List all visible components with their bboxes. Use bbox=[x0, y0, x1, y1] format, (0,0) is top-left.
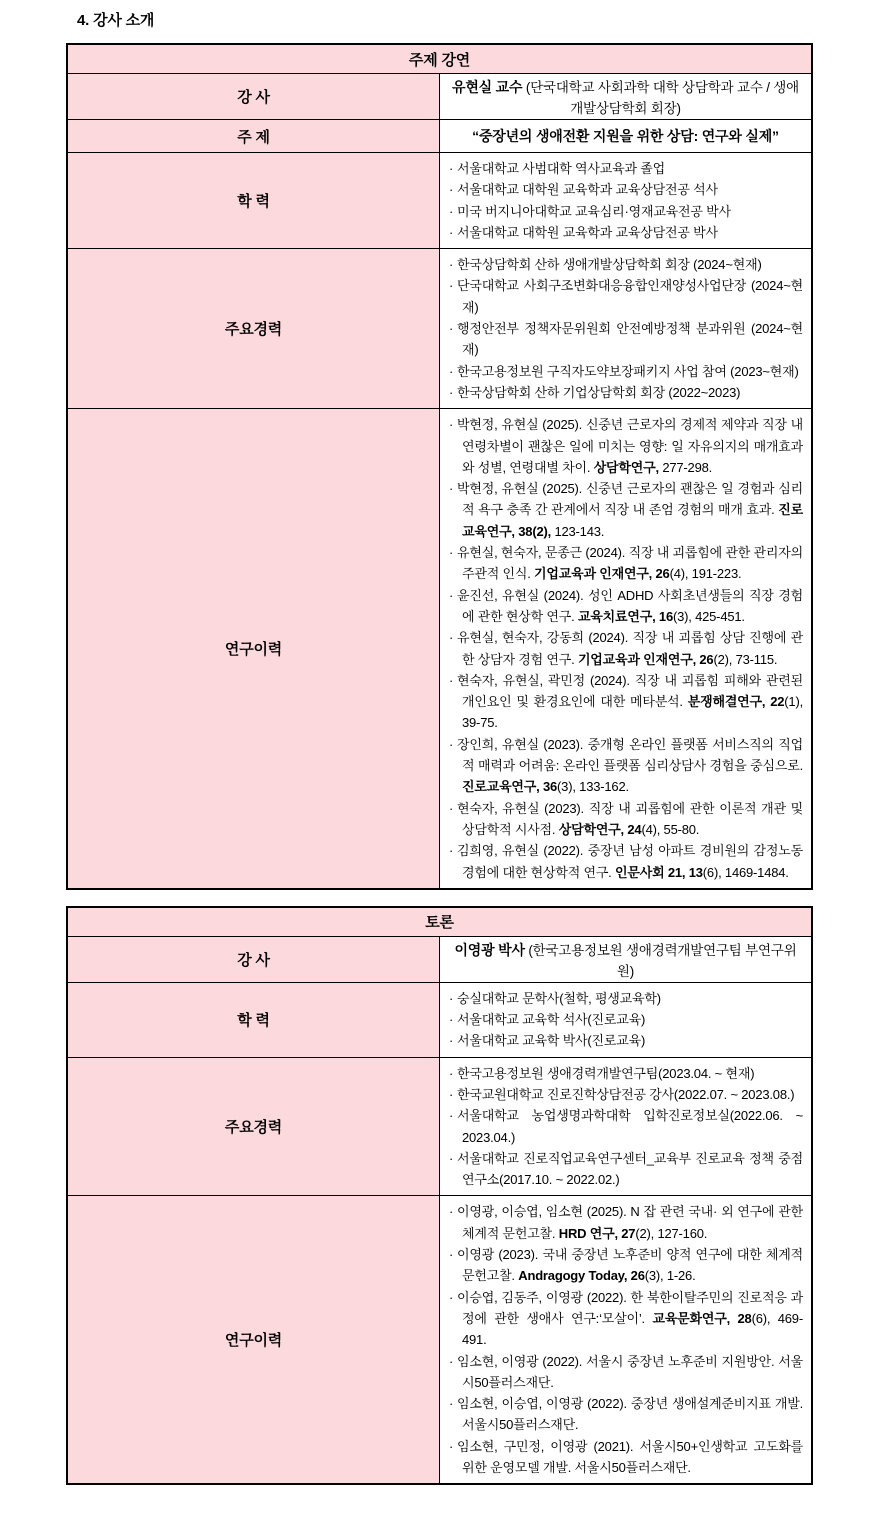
row-content bbox=[440, 153, 813, 249]
row-content bbox=[440, 936, 813, 982]
emphasized-text: 이영광 박사 bbox=[454, 941, 525, 958]
list-item bbox=[449, 158, 803, 179]
emphasized-text: 기업교육과 인재연구, 26 bbox=[534, 566, 670, 582]
row-label: 주요경력 bbox=[67, 249, 440, 409]
row-label: 강 사 bbox=[67, 74, 440, 120]
list-item bbox=[449, 1201, 803, 1244]
bullet-marker: · bbox=[449, 1033, 454, 1049]
list-item bbox=[449, 627, 803, 670]
bullet-marker: · bbox=[449, 1438, 454, 1454]
list-item bbox=[449, 254, 803, 275]
emphasized-text: 기업교육과 인재연구, 26 bbox=[577, 651, 714, 667]
bullet-marker: · bbox=[449, 1065, 454, 1081]
emphasized-text: 상담학연구, bbox=[593, 459, 659, 475]
table-row bbox=[67, 1057, 812, 1196]
list-item bbox=[449, 1287, 803, 1351]
body-text: (6), 469-491. bbox=[462, 1310, 803, 1348]
list-item bbox=[449, 1105, 803, 1148]
body-text: 이승엽, 김동주, 이영광 (2022). 한 북한이탈주민의 진로적응 과정에 관한 생애사 연구:‘모살이’. bbox=[457, 1289, 803, 1326]
list-item bbox=[449, 1063, 803, 1084]
body-text: 유현실, 현숙자, 문종근 (2024). 직장 내 괴롭힘에 관한 관리자의 주관적 인식. bbox=[457, 545, 803, 582]
bullet-marker: · bbox=[449, 630, 454, 646]
list-item bbox=[449, 275, 803, 318]
body-text: 서울대학교 교육학 석사(진로교육) bbox=[457, 1012, 646, 1028]
body-text: 한국상담학회 산하 기업상담학회 회장 (2022~2023) bbox=[457, 384, 741, 400]
list-item bbox=[449, 1030, 803, 1051]
body-text: 숭실대학교 문학사(철학, 평생교육학) bbox=[457, 990, 661, 1006]
body-text: 서울대학교 진로직업교육연구센터_교육부 진로교육 정책 중점 연구소(2017.10. ~ 2022.02.) bbox=[457, 1150, 803, 1188]
bullet-marker: · bbox=[449, 1150, 454, 1166]
body-text: 서울대학교 농업생명과학대학 입학진로정보실(2022.06. ~ 2023.04.) bbox=[457, 1108, 803, 1145]
emphasized-text: 진로교육연구, 38(2), bbox=[462, 502, 803, 539]
body-text: 한국상담학회 산하 생애개발상담학회 회장 (2024~현재) bbox=[457, 257, 762, 273]
table-title: 주제 강연 bbox=[67, 44, 812, 74]
list-item bbox=[449, 585, 803, 628]
list-item bbox=[449, 1084, 803, 1105]
list-item bbox=[449, 318, 803, 361]
row-label: 학 력 bbox=[67, 982, 440, 1057]
body-text: 한국고용정보원 구직자도약보장패키지 사업 참여 (2023~현재) bbox=[457, 363, 799, 379]
bullet-marker: · bbox=[449, 1086, 454, 1102]
body-text: (2), 73-115. bbox=[713, 651, 778, 667]
bullet-marker: · bbox=[449, 1353, 454, 1369]
bullet-marker: · bbox=[449, 363, 454, 379]
body-text: 이영광, 이승엽, 임소현 (2025). N 잡 관련 국내· 외 연구에 관한 체계적 문헌고찰. bbox=[457, 1204, 803, 1241]
body-text: 미국 버지니아대학교 교육심리·영재교육전공 박사 bbox=[457, 203, 731, 219]
bullet-marker: · bbox=[449, 182, 454, 198]
list-item bbox=[449, 361, 803, 382]
table-row bbox=[67, 1196, 812, 1484]
body-text: (1), 39-75. bbox=[462, 694, 803, 731]
body-text: (2), 127-160. bbox=[635, 1225, 708, 1241]
bullet-marker: · bbox=[449, 1289, 454, 1305]
table-row bbox=[67, 74, 812, 120]
bullet-marker: · bbox=[449, 800, 454, 816]
body-text: (3), 425-451. bbox=[672, 608, 745, 624]
row-content bbox=[440, 1057, 813, 1196]
body-text: 서울대학교 교육학 박사(진로교육) bbox=[457, 1033, 646, 1049]
row-content bbox=[440, 982, 813, 1057]
body-text: 현숙자, 유현실, 곽민정 (2024). 직장 내 괴롭힘 피해와 관련된 개인요인 및 환경요인에 대한 메타분석. bbox=[457, 672, 803, 710]
bullet-marker: · bbox=[449, 1396, 454, 1412]
page-title: 4. 강사 소개 bbox=[77, 12, 155, 29]
body-text: 박현정, 유현실 (2025). 신중년 근로자의 경제적 제약과 직장 내 연령차별이 괜찮은 일에 미치는 영향: 일 자유의지의 매개효과와 성별, 연령대별 차이. bbox=[457, 417, 803, 475]
row-label: 연구이력 bbox=[67, 409, 440, 889]
table-row bbox=[67, 982, 812, 1057]
list-item bbox=[449, 840, 803, 883]
bullet-marker: · bbox=[449, 384, 454, 400]
bullet-marker: · bbox=[449, 481, 454, 497]
bullet-marker: · bbox=[449, 1204, 454, 1220]
emphasized-text: 진로교육연구, 36 bbox=[462, 779, 558, 795]
bullet-marker: · bbox=[449, 417, 454, 433]
keynote-lecture-table bbox=[66, 43, 813, 890]
row-label: 강 사 bbox=[67, 936, 440, 982]
bullet-marker: · bbox=[449, 545, 454, 561]
bullet-marker: · bbox=[449, 224, 454, 240]
row-content bbox=[440, 409, 813, 889]
row-content bbox=[440, 249, 813, 409]
emphasized-text: 분쟁해결연구, 22 bbox=[687, 694, 785, 710]
bullet-marker: · bbox=[449, 843, 454, 859]
list-item bbox=[449, 1009, 803, 1030]
bullet-marker: · bbox=[449, 161, 454, 176]
body-text: 임소현, 이승엽, 이영광 (2022). 중장년 생애설계준비지표 개발. 서울시50플러스재단. bbox=[457, 1396, 803, 1433]
bullet-marker: · bbox=[449, 257, 454, 273]
emphasized-text: 교육치료연구, 16 bbox=[577, 608, 673, 624]
emphasized-text: 교육문화연구, 28 bbox=[652, 1310, 752, 1326]
body-text: 윤진선, 유현실 (2024). 성인 ADHD 사회초년생들의 직장 경험에 관한 현상학 연구. bbox=[457, 587, 803, 624]
list-item bbox=[449, 1436, 803, 1479]
table-row bbox=[67, 120, 812, 153]
body-text: (6), 1469-1484. bbox=[702, 864, 789, 880]
body-text: 박현정, 유현실 (2025). 신중년 근로자의 괜찮은 일 경험과 심리적 욕구 충족 간 관계에서 직장 내 존엄 경험의 매개 효과. bbox=[457, 481, 803, 518]
table-row bbox=[67, 936, 812, 982]
body-text: 한국고용정보원 생애경력개발연구팀(2023.04. ~ 현재) bbox=[457, 1065, 755, 1081]
bullet-marker: · bbox=[449, 990, 454, 1006]
body-text: 유현실, 현숙자, 강동희 (2024). 직장 내 괴롭힘 상담 진행에 관한 상담자 경험 연구. bbox=[457, 630, 803, 667]
body-text: 현숙자, 유현실 (2023). 직장 내 괴롭힘에 관한 이론적 개관 및 상담학적 시사점. bbox=[457, 800, 803, 837]
bullet-marker: · bbox=[449, 278, 454, 294]
list-item bbox=[449, 414, 803, 478]
emphasized-text: HRD 연구, 27 bbox=[558, 1225, 636, 1241]
row-content bbox=[440, 1196, 813, 1484]
list-item bbox=[449, 734, 803, 798]
list-item bbox=[449, 1393, 803, 1436]
list-item bbox=[449, 222, 803, 243]
body-text: 김희영, 유현실 (2022). 중장년 남성 아파트 경비원의 감정노동 경험에 대한 현상학적 연구. bbox=[457, 843, 803, 880]
table-header-row bbox=[67, 44, 812, 74]
bullet-marker: · bbox=[449, 1012, 454, 1028]
discussion-table bbox=[66, 906, 813, 1486]
body-text: 단국대학교 사회구조변화대응융합인재양성사업단장 (2024~현재) bbox=[457, 278, 803, 315]
body-text: 한국교원대학교 진로진학상담전공 강사(2022.07. ~ 2023.08.) bbox=[457, 1086, 795, 1102]
row-label: 학 력 bbox=[67, 153, 440, 249]
list-item bbox=[449, 542, 803, 585]
body-text: (3), 133-162. bbox=[557, 779, 629, 795]
body-text: 임소현, 이영광 (2022). 서울시 중장년 노후준비 지원방안. 서울시50플러스재단. bbox=[457, 1353, 803, 1390]
bullet-marker: · bbox=[449, 587, 454, 603]
row-label: 주 제 bbox=[67, 120, 440, 153]
list-item bbox=[449, 201, 803, 222]
list-item bbox=[449, 382, 803, 403]
emphasized-text: Andragogy Today, 26 bbox=[518, 1268, 645, 1284]
body-text: 서울대학교 대학원 교육학과 교육상담전공 석사 bbox=[457, 182, 718, 198]
body-text: 임소현, 구민정, 이영광 (2021). 서울시50+인생학교 고도화를 위한 운영모델 개발. 서울시50플러스재단. bbox=[457, 1438, 803, 1476]
list-item bbox=[449, 670, 803, 734]
table-row bbox=[67, 409, 812, 889]
table-row bbox=[67, 249, 812, 409]
body-text: 277-298. bbox=[658, 459, 713, 475]
body-text: 서울대학교 대학원 교육학과 교육상담전공 박사 bbox=[457, 224, 718, 240]
row-content bbox=[440, 74, 813, 120]
row-label: 연구이력 bbox=[67, 1196, 440, 1484]
body-text: 서울대학교 사범대학 역사교육과 졸업 bbox=[457, 161, 665, 176]
table-row bbox=[67, 153, 812, 249]
body-text: (한국고용정보원 생애경력개발연구팀 부연구위원) bbox=[524, 942, 797, 979]
bullet-marker: · bbox=[449, 321, 454, 337]
tables-container bbox=[66, 43, 813, 1485]
body-text: 장인희, 유현실 (2023). 중개형 온라인 플랫폼 서비스직의 직업적 매력과 어려움: 온라인 플랫폼 심리상담사 경험을 중심으로. bbox=[457, 736, 803, 774]
row-label: 주요경력 bbox=[67, 1057, 440, 1196]
body-text: 이영광 (2023). 국내 중장년 노후준비 양적 연구에 대한 체계적 문헌고찰. bbox=[457, 1247, 803, 1284]
body-text: 행정안전부 정책자문위원회 안전예방정책 분과위원 (2024~현재) bbox=[457, 321, 803, 358]
row-content bbox=[440, 120, 813, 153]
bullet-marker: · bbox=[449, 1247, 454, 1263]
list-item bbox=[449, 1351, 803, 1394]
list-item bbox=[449, 988, 803, 1009]
list-item bbox=[449, 798, 803, 841]
emphasized-text: 유현실 교수 bbox=[452, 79, 523, 95]
bullet-marker: · bbox=[449, 736, 454, 752]
list-item bbox=[449, 1148, 803, 1191]
body-text: (4), 191-223. bbox=[669, 566, 742, 582]
body-text: (4), 55-80. bbox=[641, 821, 700, 837]
bullet-marker: · bbox=[449, 203, 454, 219]
emphasized-text: “중장년의 생애전환 지원을 위한 상담: 연구와 실제” bbox=[472, 128, 779, 144]
list-item bbox=[449, 478, 803, 542]
body-text: (단국대학교 사회과학 대학 상담학과 교수 / 생애개발상담학회 회장) bbox=[522, 80, 799, 116]
bullet-marker: · bbox=[449, 1108, 454, 1124]
list-item bbox=[449, 179, 803, 200]
emphasized-text: 인문사회 21, 13 bbox=[615, 864, 703, 880]
table-header-row bbox=[67, 907, 812, 937]
body-text: (3), 1-26. bbox=[644, 1268, 696, 1284]
body-text: 123-143. bbox=[551, 523, 605, 539]
emphasized-text: 상담학연구, 24 bbox=[558, 821, 642, 837]
bullet-marker: · bbox=[449, 672, 454, 688]
list-item bbox=[449, 1244, 803, 1287]
table-title: 토론 bbox=[67, 907, 812, 937]
